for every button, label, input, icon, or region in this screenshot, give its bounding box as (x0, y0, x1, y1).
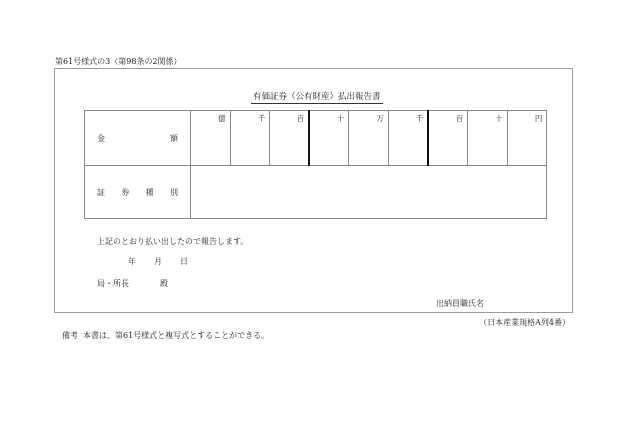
digit-sen[interactable]: 千 (388, 111, 428, 166)
digit-juu[interactable]: 十 (468, 111, 508, 166)
amount-label-1: 金 (97, 133, 105, 143)
form-title: 有価証券（公有財産）払出報告書 (253, 92, 381, 102)
amount-label-cell (85, 111, 191, 166)
note-label: 備考 (62, 331, 78, 340)
type-label-3: 種 (145, 187, 154, 197)
signer-label: 出納員職氏名 (436, 299, 484, 308)
amount-label-2: 額 (170, 133, 178, 143)
security-type-label-cell (85, 166, 191, 219)
statement: 上記のとおり払い出したので報告します。 (97, 237, 249, 246)
amount-table (84, 110, 547, 219)
date-month: 月 (154, 257, 162, 266)
digit-juu-man[interactable]: 十 (309, 111, 349, 166)
date-year: 年 (128, 257, 136, 266)
digit-en[interactable]: 円 (507, 111, 547, 166)
digit-hyaku-man[interactable]: 百 (270, 111, 310, 166)
paper-size: （日本産業規格A列4番） (479, 318, 570, 327)
addressee-title: 局・所長 (97, 279, 129, 288)
addressee-honorific: 殿 (160, 279, 168, 288)
digit-man[interactable]: 万 (349, 111, 389, 166)
digit-sen-man[interactable]: 千 (230, 111, 270, 166)
digit-hyaku[interactable]: 百 (428, 111, 468, 166)
type-label-4: 別 (169, 187, 178, 197)
type-label-2: 券 (121, 187, 130, 197)
note-text: 本書は、第61号様式と複写式とすることができる。 (83, 331, 270, 340)
digit-oku[interactable]: 億 (191, 111, 231, 166)
date-day: 日 (180, 257, 188, 266)
security-type-field[interactable] (191, 166, 547, 219)
form-number: 第61号様式の3（第98条の2関係） (55, 57, 182, 66)
type-label-1: 証 (97, 187, 105, 197)
